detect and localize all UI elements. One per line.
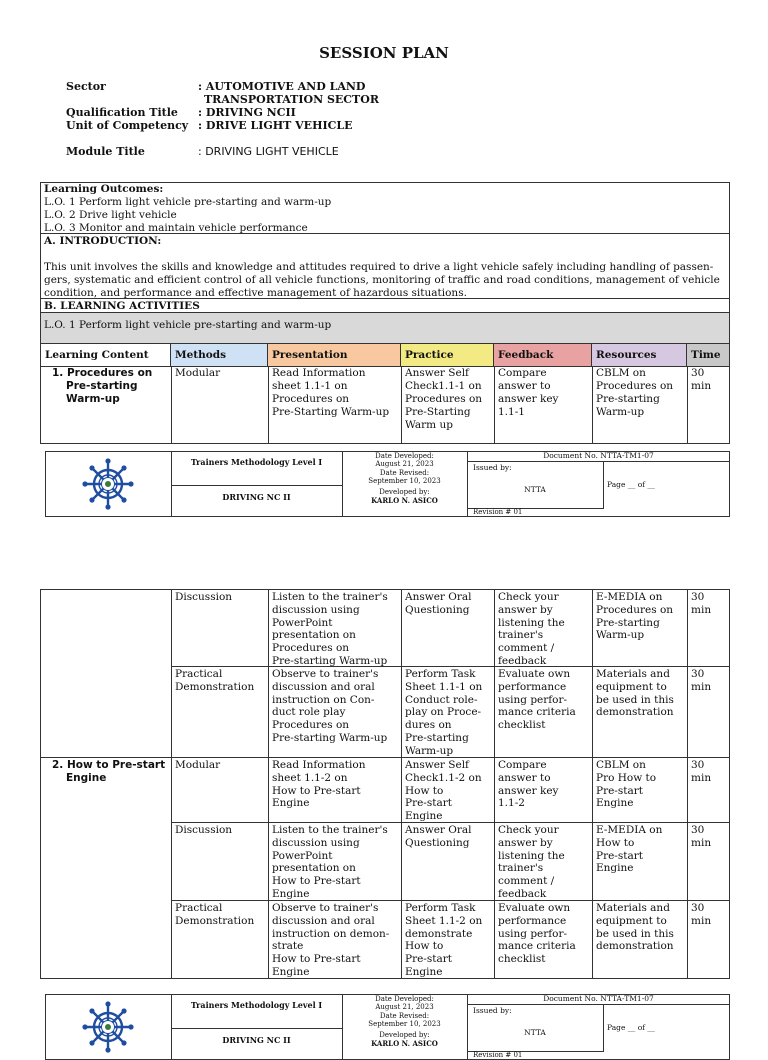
- feedback-line: answer key: [498, 393, 559, 405]
- footer-date-revised-label: Date Revised:: [379, 469, 430, 477]
- module-value: : DRIVING LIGHT VEHICLE: [198, 145, 339, 158]
- resources-line: E-MEDIA on: [596, 824, 663, 836]
- footer-divider: [467, 461, 730, 462]
- footer-page: Page __ of __: [607, 480, 655, 489]
- ship-wheel-logo-icon: [78, 1000, 138, 1054]
- feedback-line: answer by: [498, 603, 553, 616]
- footer-issuer: NTTA: [524, 1028, 546, 1037]
- footer-issued-by-label: Issued by:: [473, 463, 512, 472]
- resources-line: be used in this: [596, 693, 674, 706]
- time-line: 30: [691, 824, 705, 836]
- outcome-item: L.O. 2 Drive light vehicle: [44, 209, 177, 221]
- presentation-line: sheet 1.1-2 on: [272, 771, 348, 784]
- footer-date-developed: August 21, 2023: [375, 1003, 434, 1011]
- time-line: 30: [691, 902, 705, 914]
- resources-line: Procedures on: [596, 603, 674, 616]
- feedback-line: comment /: [498, 642, 555, 655]
- presentation-line: discussion and oral: [272, 914, 375, 927]
- footer-methodology: Trainers Methodology Level I: [190, 1000, 323, 1010]
- footer-date-revised-label: Date Revised:: [379, 1012, 430, 1020]
- practice-line: Pre-Starting: [405, 406, 471, 418]
- practice-line: demonstrate: [405, 927, 473, 940]
- footer-revision: Revision # 01: [473, 1051, 523, 1059]
- method-line: Discussion: [175, 591, 233, 603]
- feedback-line: feedback: [498, 888, 547, 900]
- presentation-line: Observe to trainer's: [272, 902, 379, 914]
- presentation-line: Pre-Starting Warm-up: [272, 406, 390, 418]
- presentation-line: How to Pre-start: [272, 953, 361, 966]
- activities-heading: B. LEARNING ACTIVITIES: [44, 300, 200, 312]
- practice-line: Pre-start: [405, 797, 452, 810]
- footer-qualification: DRIVING NC II: [222, 1035, 291, 1045]
- footer-developer: KARLO N. ASICO: [371, 1039, 438, 1048]
- resources-line: demonstration: [596, 940, 674, 953]
- feedback-line: checklist: [498, 953, 546, 966]
- col-feedback: Feedback: [494, 344, 592, 366]
- presentation-line: Engine: [272, 966, 310, 978]
- presentation-line: instruction on demon-: [272, 927, 390, 940]
- presentation-line: strate: [272, 940, 304, 953]
- content-item-1-cont: Warm-up: [66, 393, 120, 405]
- resources-line: E-MEDIA on: [596, 591, 663, 603]
- feedback-line: Evaluate own: [498, 902, 571, 914]
- presentation-line: Listen to the trainer's: [272, 824, 388, 836]
- footer-date-developed: August 21, 2023: [375, 460, 434, 468]
- method-line: Demonstration: [175, 914, 255, 927]
- method-cell: Modular: [175, 367, 221, 379]
- practice-line: Procedures on: [405, 393, 483, 405]
- practice-line: Answer Oral: [405, 591, 472, 603]
- presentation-line: sheet 1.1-1 on: [272, 380, 348, 392]
- footer-divider: [603, 461, 604, 509]
- time-line: 30: [691, 591, 705, 603]
- presentation-line: discussion using: [272, 603, 360, 616]
- resources-line: Engine: [596, 797, 634, 810]
- time-line: min: [691, 836, 712, 849]
- method-line: Demonstration: [175, 680, 255, 693]
- presentation-line: Read Information: [272, 367, 366, 379]
- resources-line: Warm-up: [596, 629, 645, 642]
- sector-value: : AUTOMOTIVE AND LAND: [198, 80, 366, 93]
- sector-value-cont: TRANSPORTATION SECTOR: [204, 93, 379, 106]
- time-line: min: [691, 771, 712, 784]
- footer-developed-by-label: Developed by:: [379, 1031, 430, 1039]
- intro-heading: A. INTRODUCTION:: [44, 235, 162, 247]
- feedback-line: Compare: [498, 759, 547, 771]
- practice-line: Answer Oral: [405, 824, 472, 836]
- practice-line: Perform Task: [405, 902, 476, 914]
- time-line: 30: [691, 367, 705, 379]
- footer-developed-by-label: Developed by:: [379, 488, 430, 496]
- feedback-line: Check your: [498, 591, 559, 603]
- method-line: Modular: [175, 759, 221, 771]
- footer-methodology: Trainers Methodology Level I: [190, 457, 323, 467]
- method-line: Discussion: [175, 824, 233, 836]
- presentation-line: Listen to the trainer's: [272, 591, 388, 603]
- feedback-line: feedback: [498, 655, 547, 667]
- intro-text: condition, and performance and effective management of hazardous situations.: [44, 287, 467, 299]
- practice-line: play on Proce-: [405, 706, 482, 719]
- presentation-line: presentation on: [272, 629, 356, 642]
- footer-date-developed-label: Date Developed:: [375, 995, 434, 1003]
- feedback-line: checklist: [498, 719, 546, 732]
- footer-divider: [171, 485, 342, 486]
- feedback-line: mance criteria: [498, 706, 576, 719]
- practice-line: Questioning: [405, 603, 470, 616]
- feedback-line: 1.1-1: [498, 406, 525, 418]
- intro-text: This unit involves the skills and knowledge and attitudes required to drive a light vehicle safely including handling of passen-: [44, 261, 714, 273]
- practice-line: Sheet 1.1-1 on: [405, 680, 483, 693]
- feedback-line: trainer's: [498, 862, 544, 875]
- feedback-line: performance: [498, 680, 567, 693]
- time-line: min: [691, 914, 712, 927]
- method-line: Practical: [175, 668, 223, 680]
- footer-divider: [467, 1004, 730, 1005]
- presentation-line: Engine: [272, 888, 310, 900]
- feedback-line: answer key: [498, 784, 559, 797]
- feedback-line: 1.1-2: [498, 797, 525, 810]
- resources-line: How to: [596, 836, 635, 849]
- col-resources: Resources: [592, 344, 687, 366]
- practice-line: Sheet 1.1-2 on: [405, 914, 483, 927]
- resources-line: Engine: [596, 862, 634, 875]
- resources-line: Materials and: [596, 902, 670, 914]
- footer-issued-by-label: Issued by:: [473, 1006, 512, 1015]
- feedback-line: Check your: [498, 824, 559, 836]
- qualification-value: : DRIVING NCII: [198, 106, 296, 119]
- feedback-line: answer by: [498, 836, 553, 849]
- resources-line: Pre-starting: [596, 393, 660, 405]
- feedback-line: mance criteria: [498, 940, 576, 953]
- feedback-line: Evaluate own: [498, 668, 571, 680]
- footer-document-no: Document No. NTTA-TM1-07: [543, 994, 654, 1003]
- feedback-line: using perfor-: [498, 693, 568, 706]
- footer-qualification: DRIVING NC II: [222, 492, 291, 502]
- module-label: Module Title: [66, 145, 145, 158]
- resources-line: equipment to: [596, 914, 667, 927]
- col-learning-content: Learning Content: [41, 344, 171, 366]
- practice-line: dures on: [405, 719, 452, 732]
- ship-wheel-logo-icon: [78, 457, 138, 511]
- sector-label: Sector: [66, 80, 106, 93]
- resources-line: Pro How to: [596, 771, 657, 784]
- resources-line: Procedures on: [596, 380, 674, 392]
- practice-line: Check1.1-1 on: [405, 380, 482, 392]
- time-line: min: [691, 680, 712, 693]
- resources-line: Pre-starting: [596, 616, 660, 629]
- presentation-line: PowerPoint: [272, 616, 333, 629]
- footer-date-revised: September 10, 2023: [368, 1020, 441, 1028]
- footer-document-no: Document No. NTTA-TM1-07: [543, 451, 654, 460]
- qualification-label: Qualification Title: [66, 106, 178, 119]
- presentation-line: instruction on Con-: [272, 693, 375, 706]
- footer-divider: [171, 1028, 342, 1029]
- practice-line: Answer Self: [405, 759, 469, 771]
- practice-line: Warm-up: [405, 744, 454, 757]
- resources-line: demonstration: [596, 706, 674, 719]
- method-line: Practical: [175, 902, 223, 914]
- footer-revision: Revision # 01: [473, 508, 523, 516]
- footer-date-developed-label: Date Developed:: [375, 452, 434, 460]
- practice-line: Engine: [405, 966, 443, 978]
- time-line: 30: [691, 668, 705, 680]
- practice-line: How to: [405, 940, 444, 953]
- col-time: Time: [687, 344, 729, 366]
- col-presentation: Presentation: [268, 344, 401, 366]
- feedback-line: listening the: [498, 849, 565, 862]
- presentation-line: Engine: [272, 797, 310, 810]
- presentation-line: Read Information: [272, 759, 366, 771]
- feedback-line: trainer's: [498, 629, 544, 642]
- unit-value: : DRIVE LIGHT VEHICLE: [198, 119, 353, 132]
- feedback-line: Compare: [498, 367, 547, 379]
- resources-line: Pre-start: [596, 849, 643, 862]
- page-title: SESSION PLAN: [319, 44, 449, 62]
- practice-line: How to: [405, 784, 444, 797]
- presentation-line: Pre-starting Warm-up: [272, 732, 388, 744]
- resources-line: equipment to: [596, 680, 667, 693]
- unit-label: Unit of Competency: [66, 119, 189, 132]
- footer-issuer: NTTA: [524, 485, 546, 494]
- practice-line: Conduct role-: [405, 693, 478, 706]
- practice-line: Answer Self: [405, 367, 469, 379]
- practice-line: Perform Task: [405, 668, 476, 680]
- content-item-1-cont: Pre-starting: [66, 380, 138, 392]
- presentation-line: Procedures on: [272, 642, 350, 655]
- content-line: Engine: [66, 771, 107, 784]
- content-item-1: 1. Procedures on: [52, 367, 153, 379]
- presentation-line: presentation on: [272, 862, 356, 875]
- presentation-line: discussion using: [272, 836, 360, 849]
- time-line: min: [691, 380, 712, 392]
- presentation-line: How to Pre-start: [272, 875, 361, 888]
- feedback-line: using perfor-: [498, 927, 568, 940]
- resources-line: CBLM on: [596, 759, 646, 771]
- presentation-line: Procedures on: [272, 393, 350, 405]
- practice-line: Pre-starting: [405, 732, 469, 744]
- footer-page: Page __ of __: [607, 1023, 655, 1032]
- outcome-item: L.O. 3 Monitor and maintain vehicle performance: [44, 222, 308, 234]
- feedback-line: answer to: [498, 380, 551, 392]
- presentation-line: duct role play: [272, 706, 346, 719]
- feedback-line: performance: [498, 914, 567, 927]
- resources-line: Warm-up: [596, 406, 645, 418]
- lo-row-label: L.O. 1 Perform light vehicle pre-starting and warm-up: [44, 319, 332, 331]
- practice-line: Warm up: [405, 419, 453, 431]
- resources-line: Materials and: [596, 668, 670, 680]
- presentation-line: Procedures on: [272, 719, 350, 732]
- outcome-item: L.O. 1 Perform light vehicle pre-starting and warm-up: [44, 196, 332, 208]
- presentation-line: Pre-starting Warm-up: [272, 655, 388, 667]
- feedback-line: comment /: [498, 875, 555, 888]
- resources-line: Pre-start: [596, 784, 643, 797]
- outcomes-heading: Learning Outcomes:: [44, 183, 164, 195]
- presentation-line: PowerPoint: [272, 849, 333, 862]
- resources-line: CBLM on: [596, 367, 646, 379]
- intro-text: gers, systematic and efficient control of all vehicle functions, monitoring of traffic and road conditions, management of vehicle: [44, 274, 720, 286]
- presentation-line: Observe to trainer's: [272, 668, 379, 680]
- col-practice: Practice: [401, 344, 494, 366]
- practice-line: Check1.1-2 on: [405, 771, 482, 784]
- feedback-line: listening the: [498, 616, 565, 629]
- col-methods: Methods: [171, 344, 268, 366]
- practice-line: Questioning: [405, 836, 470, 849]
- footer-divider: [603, 1004, 604, 1052]
- practice-line: Engine: [405, 810, 443, 823]
- practice-line: Pre-start: [405, 953, 452, 966]
- footer-date-revised: September 10, 2023: [368, 477, 441, 485]
- footer-developer: KARLO N. ASICO: [371, 496, 438, 505]
- feedback-line: answer to: [498, 771, 551, 784]
- resources-line: be used in this: [596, 927, 674, 940]
- presentation-line: discussion and oral: [272, 680, 375, 693]
- presentation-line: How to Pre-start: [272, 784, 361, 797]
- time-line: 30: [691, 759, 705, 771]
- content-line: 2. How to Pre-start: [52, 759, 166, 771]
- time-line: min: [691, 603, 712, 616]
